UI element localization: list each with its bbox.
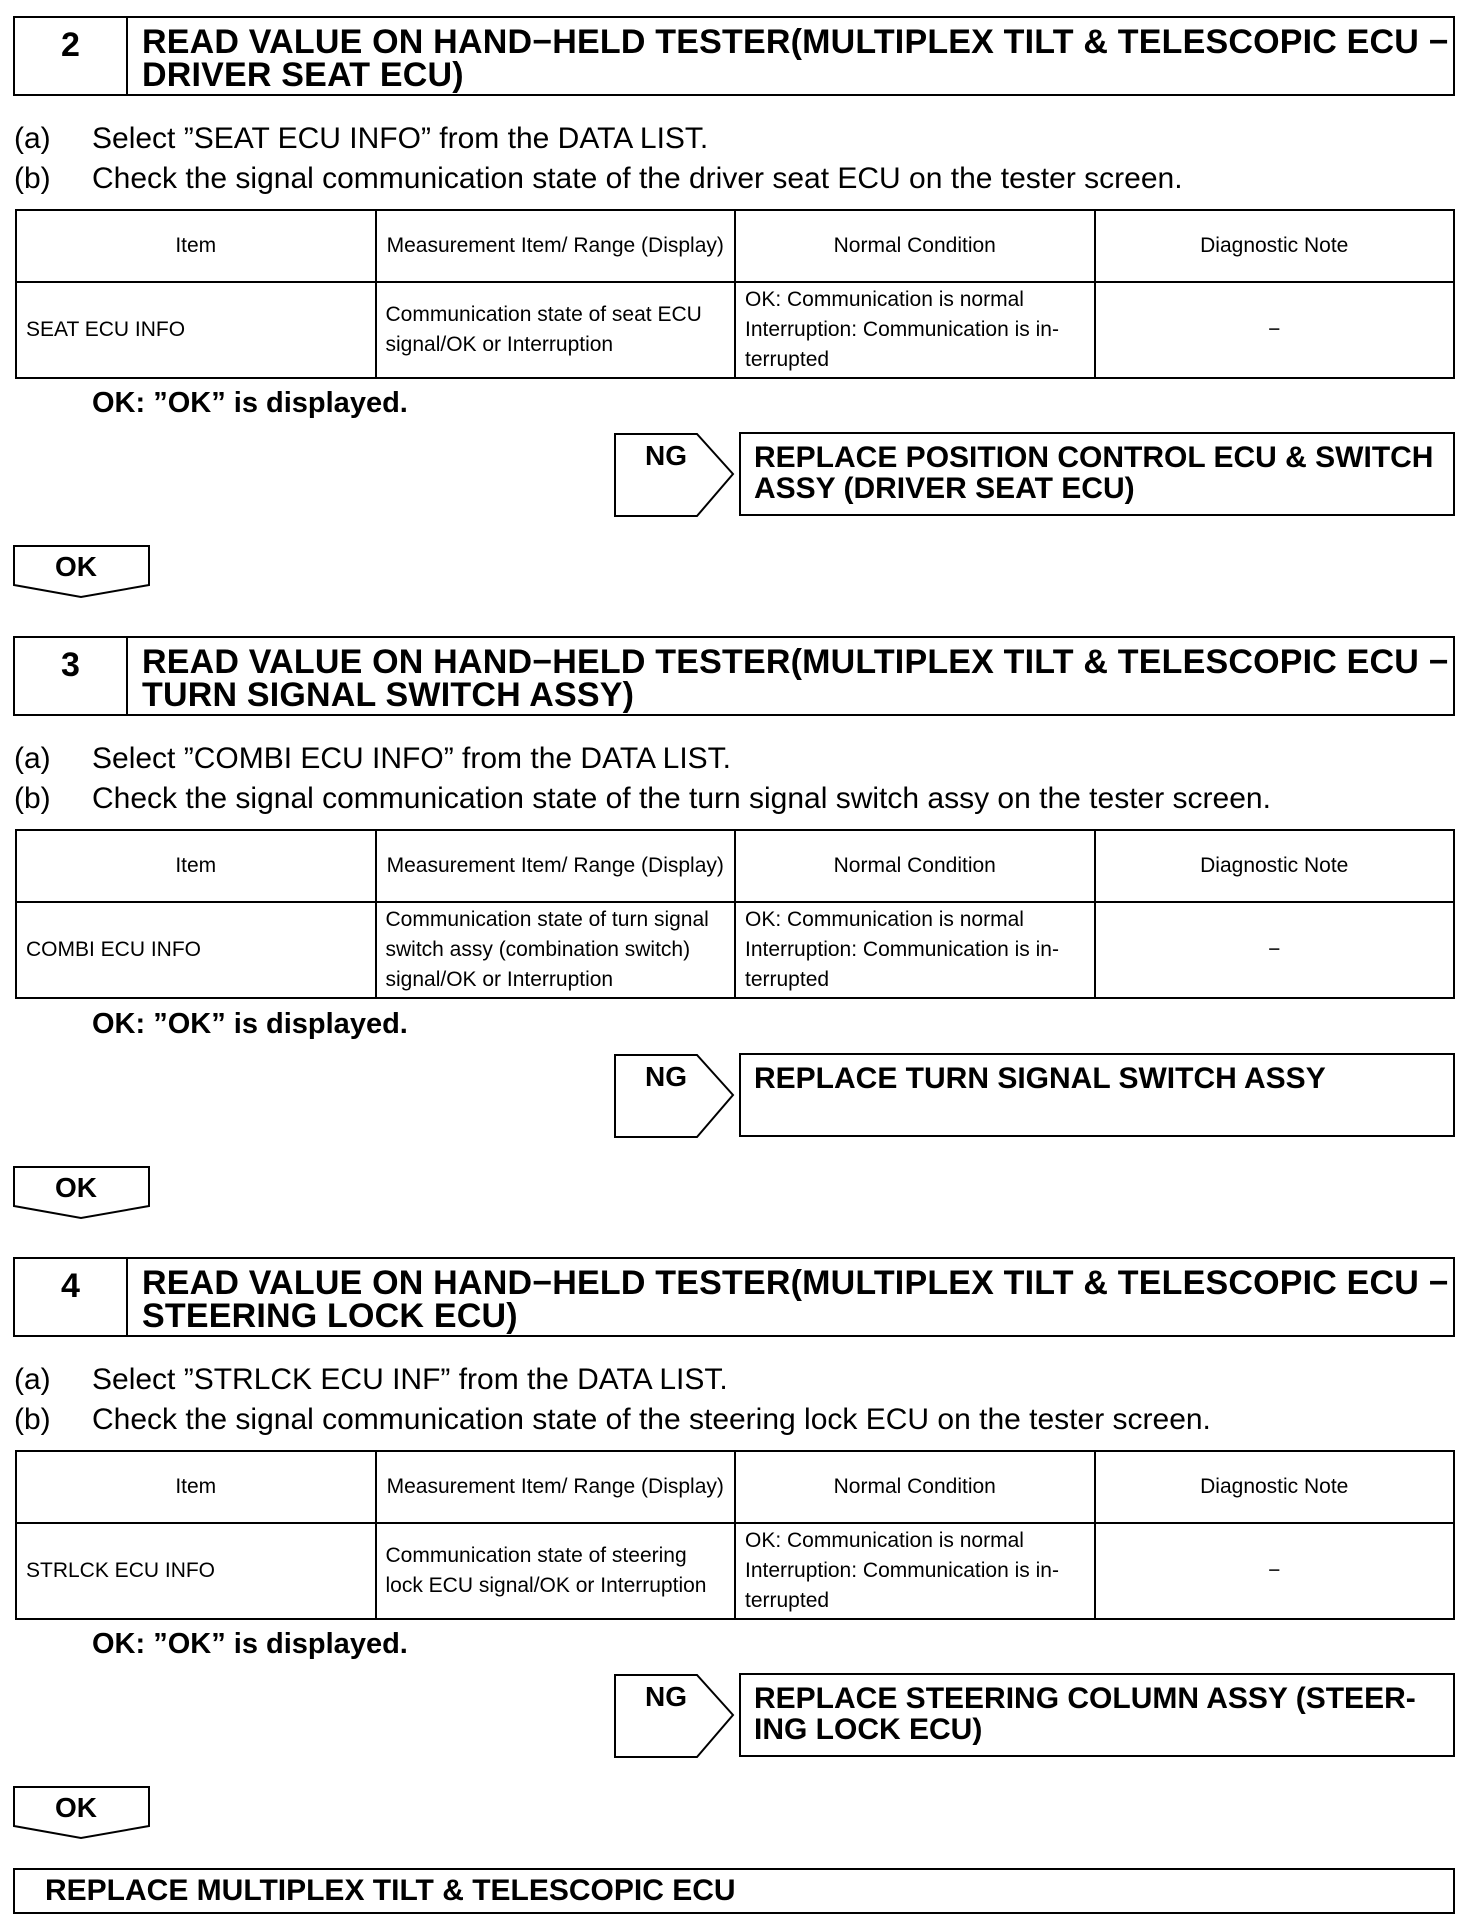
step-title: READ VALUE ON HAND−HELD TESTER(MULTIPLEX TILT & TELESCOPIC ECU − TURN SIGNAL SWITCH ASSY) <box>142 643 1449 714</box>
instruction-a: (a) Select ”SEAT ECU INFO” from the DATA LIST. <box>14 122 709 155</box>
header-normal-condition: Normal Condition <box>735 210 1095 282</box>
instruction-b: (b) Check the signal communication state of the driver seat ECU on the tester screen. <box>14 162 1183 195</box>
cell-item: STRLCK ECU INFO <box>16 1523 376 1619</box>
cell-measurement: Communication state of steering lock ECU signal/OK or Interruption <box>376 1523 736 1619</box>
cell-normal-condition: OK: Communication is normal Interruption: Communication is in- terrupted <box>735 1523 1095 1619</box>
step-2-header <box>13 16 1455 96</box>
header-item: Item <box>16 210 376 282</box>
header-measurement: Measurement Item/ Range (Display) <box>376 830 736 902</box>
final-action-box: REPLACE MULTIPLEX TILT & TELESCOPIC ECU <box>13 1868 1455 1914</box>
ok-branch <box>13 1166 151 1220</box>
ok-condition: OK: ”OK” is displayed. <box>92 1008 408 1040</box>
step-number: 2 <box>15 18 128 94</box>
ng-label: NG <box>645 440 687 471</box>
cell-measurement: Communication state of seat ECU signal/OK or Interruption <box>376 282 736 378</box>
table-row <box>16 1523 1454 1619</box>
ng-action-box: REPLACE POSITION CONTROL ECU & SWITCH ASSY (DRIVER SEAT ECU) <box>739 432 1455 516</box>
ng-label: NG <box>645 1061 687 1092</box>
step-number: 3 <box>15 638 128 714</box>
step-title: READ VALUE ON HAND−HELD TESTER(MULTIPLEX TILT & TELESCOPIC ECU − STEERING LOCK ECU) <box>142 1264 1449 1335</box>
step-3-header <box>13 636 1455 716</box>
header-diagnostic-note: Diagnostic Note <box>1095 830 1455 902</box>
ng-action-box: REPLACE TURN SIGNAL SWITCH ASSY <box>739 1053 1455 1137</box>
ng-label: NG <box>645 1681 687 1712</box>
header-measurement: Measurement Item/ Range (Display) <box>376 1451 736 1523</box>
instruction-a: (a) Select ”STRLCK ECU INF” from the DATA LIST. <box>14 1363 728 1396</box>
instruction-b: (b) Check the signal communication state of the steering lock ECU on the tester screen. <box>14 1403 1211 1436</box>
table-header-row <box>16 830 1454 902</box>
table-row <box>16 902 1454 998</box>
ok-label: OK <box>55 551 97 582</box>
ok-label: OK <box>55 1792 97 1823</box>
ng-branch <box>613 1053 1455 1139</box>
step-4-header <box>13 1257 1455 1337</box>
instruction-b: (b) Check the signal communication state of the turn signal switch assy on the tester screen. <box>14 782 1271 815</box>
table-header-row <box>16 1451 1454 1523</box>
instruction-a: (a) Select ”COMBI ECU INFO” from the DATA LIST. <box>14 742 732 775</box>
header-item: Item <box>16 830 376 902</box>
cell-diagnostic-note: − <box>1095 902 1455 998</box>
ok-condition: OK: ”OK” is displayed. <box>92 387 408 419</box>
cell-item: COMBI ECU INFO <box>16 902 376 998</box>
header-measurement: Measurement Item/ Range (Display) <box>376 210 736 282</box>
cell-item: SEAT ECU INFO <box>16 282 376 378</box>
header-normal-condition: Normal Condition <box>735 1451 1095 1523</box>
header-normal-condition: Normal Condition <box>735 830 1095 902</box>
step-number: 4 <box>15 1259 128 1335</box>
ng-branch <box>613 1673 1455 1759</box>
cell-diagnostic-note: − <box>1095 1523 1455 1619</box>
ok-label: OK <box>55 1172 97 1203</box>
ok-branch <box>13 545 151 599</box>
table-row <box>16 282 1454 378</box>
header-diagnostic-note: Diagnostic Note <box>1095 210 1455 282</box>
data-list-table <box>15 1450 1455 1620</box>
step-title: READ VALUE ON HAND−HELD TESTER(MULTIPLEX TILT & TELESCOPIC ECU − DRIVER SEAT ECU) <box>142 23 1449 94</box>
ng-branch <box>613 432 1455 518</box>
cell-normal-condition: OK: Communication is normal Interruption: Communication is in- terrupted <box>735 282 1095 378</box>
table-header-row <box>16 210 1454 282</box>
data-list-table <box>15 829 1455 999</box>
ng-action-box: REPLACE STEERING COLUMN ASSY (STEER- ING LOCK ECU) <box>739 1673 1455 1757</box>
header-diagnostic-note: Diagnostic Note <box>1095 1451 1455 1523</box>
ok-condition: OK: ”OK” is displayed. <box>92 1628 408 1660</box>
ok-branch <box>13 1786 151 1840</box>
cell-diagnostic-note: − <box>1095 282 1455 378</box>
header-item: Item <box>16 1451 376 1523</box>
cell-measurement: Communication state of turn signal switch assy (combination switch) signal/OK or Interruption <box>376 902 736 998</box>
cell-normal-condition: OK: Communication is normal Interruption: Communication is in- terrupted <box>735 902 1095 998</box>
data-list-table <box>15 209 1455 379</box>
